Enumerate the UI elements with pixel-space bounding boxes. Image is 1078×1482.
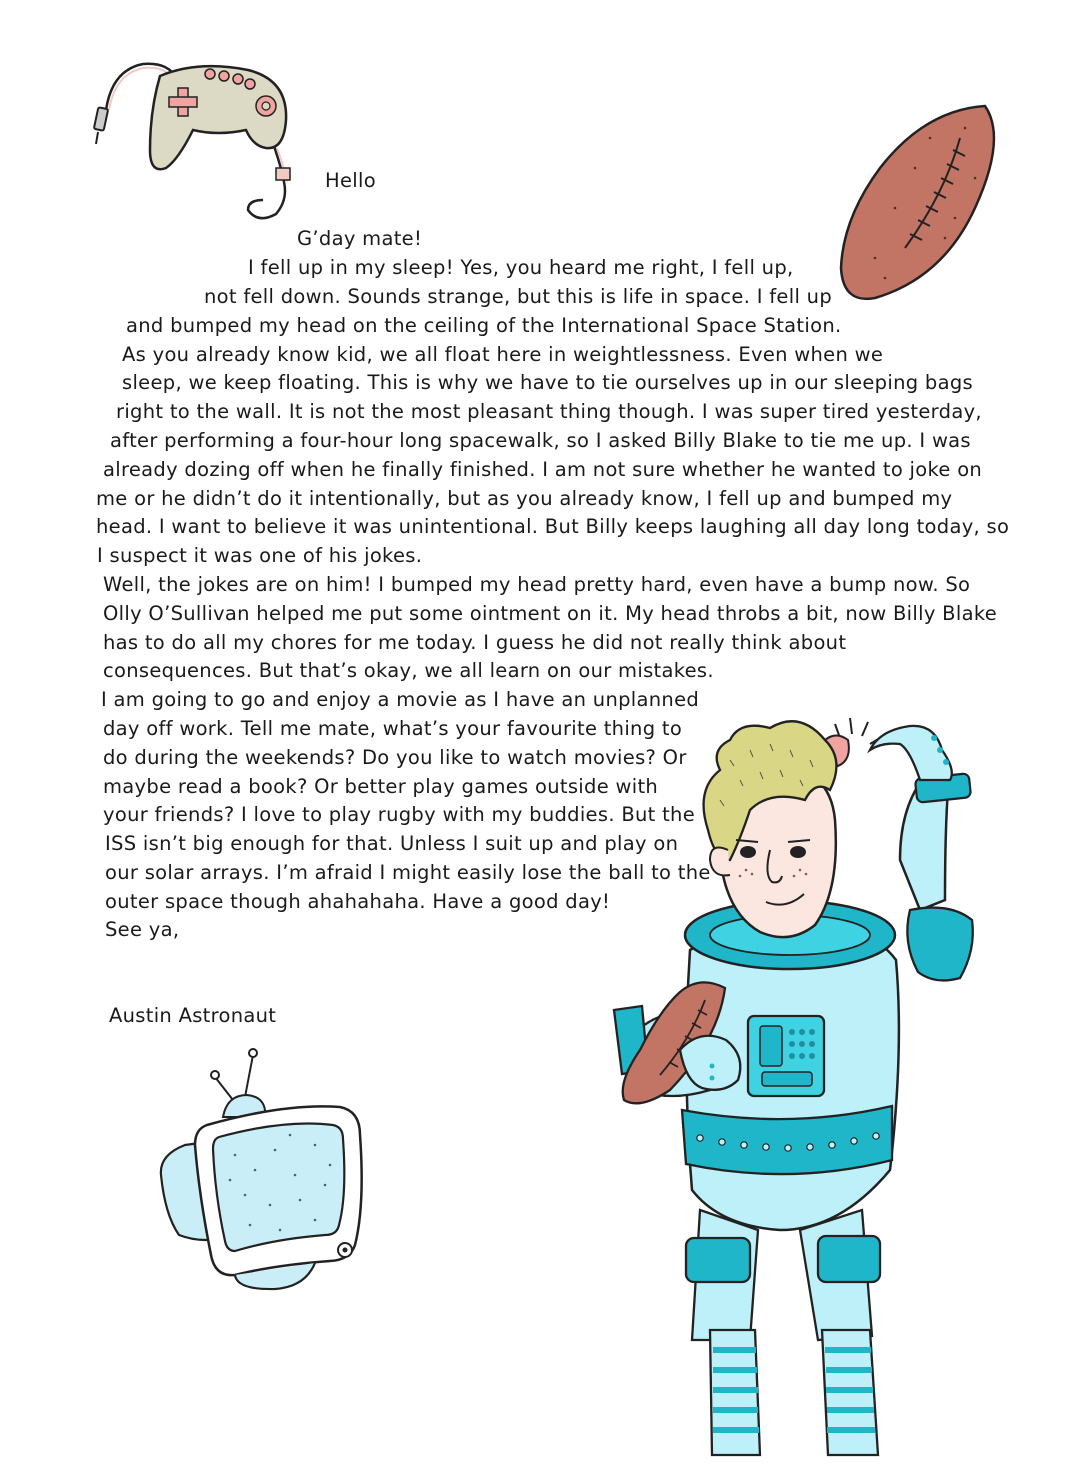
greeting: Hello: [325, 169, 376, 192]
letter-line: right to the wall. It is not the most pleasant thing though. I was super tired yesterday,: [116, 400, 982, 423]
letter-line: Olly O’Sullivan helped me put some ointment on it. My head throbs a bit, now Billy Blake: [103, 602, 998, 625]
letter-line: sleep, we keep floating. This is why we have to tie ourselves up in our sleeping bags: [122, 371, 973, 394]
letter-line: I am going to go and enjoy a movie as I have an unplanned: [101, 688, 700, 711]
letter-line: I suspect it was one of his jokes.: [97, 544, 423, 567]
retro-tv-icon: [155, 1045, 385, 1295]
letter-line: G’day mate!: [297, 227, 423, 250]
letter-line: has to do all my chores for me today. I guess he did not really think about: [103, 631, 847, 654]
letter-line: maybe read a book? Or better play games outside with: [103, 775, 659, 798]
astronaut-icon: [600, 710, 990, 1470]
letter-line: our solar arrays. I’m afraid I might easily lose the ball to the: [105, 861, 711, 884]
letter-line: ISS isn’t big enough for that. Unless I suit up and play on: [105, 832, 679, 855]
letter-line: already dozing off when he finally finished. I am not sure whether he wanted to joke on: [103, 458, 983, 481]
signature: Austin Astronaut: [109, 1004, 277, 1027]
game-controller-icon: [88, 50, 308, 230]
letter-line: do during the weekends? Do you like to watch movies? Or: [103, 746, 687, 769]
letter-line: your friends? I love to play rugby with my buddies. But the: [103, 803, 695, 826]
letter-line: and bumped my head on the ceiling of the International Space Station.: [126, 314, 842, 337]
letter-line: not fell down. Sounds strange, but this is life in space. I fell up: [204, 285, 832, 308]
letter-line: As you already know kid, we all float here in weightlessness. Even when we: [122, 343, 884, 366]
letter-line: I fell up in my sleep! Yes, you heard me right, I fell up,: [248, 256, 794, 279]
rugby-ball-icon: [835, 98, 1005, 308]
letter-line: head. I want to believe it was unintentional. But Billy keeps laughing all day long today, so: [96, 515, 1010, 538]
letter-line: me or he didn’t do it intentionally, but as you already know, I fell up and bumped my: [96, 487, 953, 510]
letter-line: consequences. But that’s okay, we all learn on our mistakes.: [103, 659, 714, 682]
letter-line: See ya,: [105, 918, 180, 941]
letter-line: day off work. Tell me mate, what’s your favourite thing to: [103, 717, 683, 740]
letter-line: Well, the jokes are on him! I bumped my head pretty hard, even have a bump now. So: [103, 573, 971, 596]
letter-line: after performing a four-hour long spacewalk, so I asked Billy Blake to tie me up. I was: [110, 429, 971, 452]
letter-line: outer space though ahahahaha. Have a good day!: [105, 890, 611, 913]
